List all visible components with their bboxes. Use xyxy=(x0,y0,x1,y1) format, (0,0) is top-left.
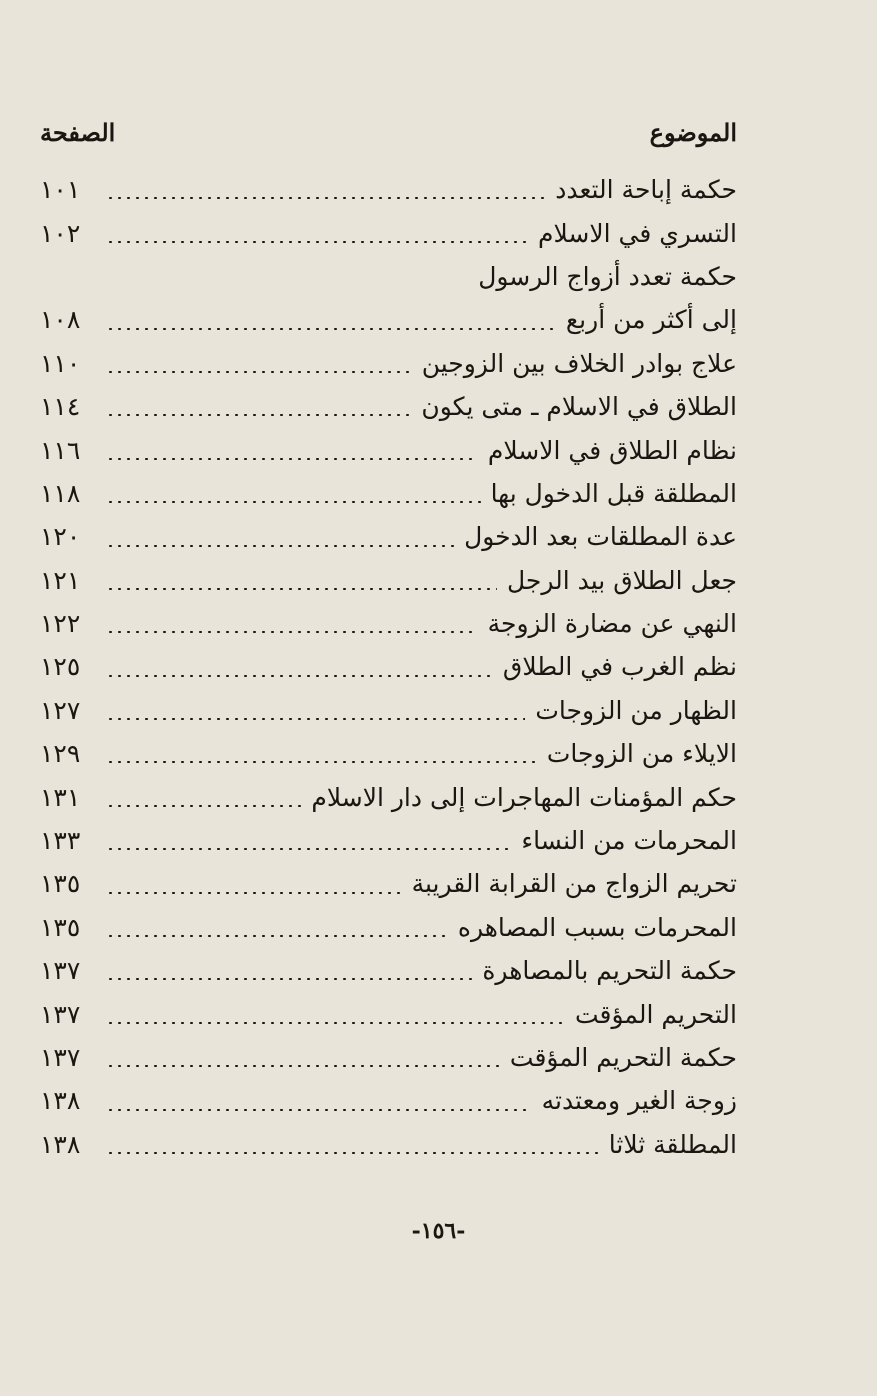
toc-entry xyxy=(40,428,737,471)
toc-entry-page: ١٠١ xyxy=(40,175,81,205)
toc-entry-page: ١٣٥ xyxy=(40,869,81,899)
toc-entry xyxy=(40,559,737,602)
dot-leader xyxy=(106,241,528,243)
toc-entry-page: ١٢٩ xyxy=(40,739,81,769)
dot-leader xyxy=(106,458,478,460)
dot-leader xyxy=(106,1022,565,1024)
toc-entry-page: ١٣٥ xyxy=(40,912,81,942)
dot-leader xyxy=(106,805,301,807)
toc-entry-page: ١٢٢ xyxy=(40,609,81,639)
dot-leader xyxy=(106,371,412,373)
toc-entry-page: ١٣٨ xyxy=(40,1129,81,1159)
dot-leader xyxy=(106,588,497,590)
toc-entry xyxy=(40,211,737,254)
toc-entry xyxy=(40,342,737,385)
dot-leader xyxy=(106,935,448,937)
toc-entry xyxy=(40,689,737,732)
toc-entry-page: ١٢١ xyxy=(40,565,81,595)
dot-leader xyxy=(106,718,525,720)
toc-entry-title: حكمة تعدد أزواج الرسول xyxy=(478,261,737,291)
toc-entry-title: تحريم الزواج من القرابة القريبة xyxy=(411,869,737,899)
dot-leader xyxy=(106,414,411,416)
toc-entry-title: المطلقة قبل الدخول بها xyxy=(490,478,737,508)
dot-leader xyxy=(106,545,454,547)
toc-entry-title: علاج بوادر الخلاف بين الزوجين xyxy=(421,348,737,378)
toc-entry-title: نظم الغرب في الطلاق xyxy=(502,652,737,682)
dot-leader xyxy=(106,761,537,763)
toc-entry xyxy=(40,515,737,558)
toc-entry-title: نظام الطلاق في الاسلام xyxy=(487,435,737,465)
dot-leader xyxy=(106,675,493,677)
dot-leader xyxy=(106,892,402,894)
toc-entry-title: حكمة إباحة التعدد xyxy=(555,175,737,205)
toc-entry-title: التسري في الاسلام xyxy=(538,218,737,248)
toc-entry xyxy=(40,1123,737,1166)
dot-leader xyxy=(106,197,545,199)
toc-entry xyxy=(40,732,737,775)
toc-entry-title: إلى أكثر من أربع xyxy=(565,305,737,335)
toc-entry-page: ١٣٣ xyxy=(40,826,81,856)
toc-entry xyxy=(40,645,737,688)
topic-column-label: الموضوع xyxy=(649,117,737,147)
toc-entry-page: ١٣٨ xyxy=(40,1086,81,1116)
toc-entry-title: حكم المؤمنات المهاجرات إلى دار الاسلام xyxy=(311,782,737,812)
toc-entry-page: ١١٦ xyxy=(40,435,81,465)
toc-entry-title: الطلاق في الاسلام ـ متى يكون xyxy=(421,392,737,422)
toc-entry-page: ١١٤ xyxy=(40,392,81,422)
toc-entry-page: ١١٠ xyxy=(40,348,81,378)
toc-entry-title: المحرمات بسبب المصاهره xyxy=(457,912,737,942)
toc-entry-title: عدة المطلقات بعد الدخول xyxy=(464,522,737,552)
dot-leader xyxy=(106,1152,599,1154)
toc-entry xyxy=(40,819,737,862)
toc-entry xyxy=(40,255,737,298)
page-column-label: الصفحة xyxy=(40,117,116,147)
toc-entry-page: ١٣٧ xyxy=(40,1043,81,1072)
dot-leader xyxy=(106,631,478,633)
toc-entry-page: ١٠٢ xyxy=(40,218,81,248)
toc-entry-page: ١٢٥ xyxy=(40,652,81,682)
toc-entry-page: ١٣٧ xyxy=(40,956,81,986)
toc-entry-title: التحريم المؤقت xyxy=(574,999,737,1029)
toc-entry-page: ١٣٧ xyxy=(40,999,81,1029)
toc-header xyxy=(40,112,737,152)
toc-entry-page: ١٢٧ xyxy=(40,695,81,725)
toc-entry-page: ١٢٠ xyxy=(40,522,81,552)
dot-leader xyxy=(106,1065,500,1067)
toc-entry-title: جعل الطلاق بيد الرجل xyxy=(506,565,737,595)
toc-entry xyxy=(40,906,737,949)
toc-entry-page: ١٣١ xyxy=(40,782,81,812)
dot-leader xyxy=(106,848,511,850)
toc-entry-title: الايلاء من الزوجات xyxy=(546,739,737,769)
toc-entry xyxy=(40,385,737,428)
toc-entry xyxy=(40,1036,737,1079)
toc-entry xyxy=(40,862,737,905)
toc-entry-title: حكمة التحريم بالمصاهرة xyxy=(482,956,737,986)
toc-entry xyxy=(40,992,737,1035)
toc-entry-title: الظهار من الزوجات xyxy=(535,695,737,725)
toc-entry-title: النهي عن مضارة الزوجة xyxy=(487,609,737,639)
table-of-contents xyxy=(40,168,737,1166)
toc-entry-page: ١١٨ xyxy=(40,478,81,508)
toc-entry-title: حكمة التحريم المؤقت xyxy=(509,1043,737,1072)
page-number: -١٥٦- xyxy=(411,1218,466,1244)
toc-entry xyxy=(40,298,737,341)
toc-entry-page: ١٠٨ xyxy=(40,305,81,335)
toc-entry xyxy=(40,168,737,211)
dot-leader xyxy=(106,501,481,503)
toc-entry-title: المحرمات من النساء xyxy=(521,826,737,856)
toc-entry xyxy=(40,602,737,645)
dot-leader xyxy=(106,1109,532,1111)
toc-entry xyxy=(40,775,737,818)
toc-entry-title: المطلقة ثلاثا xyxy=(608,1129,737,1159)
toc-entry xyxy=(40,949,737,992)
toc-entry-title: زوجة الغير ومعتدته xyxy=(541,1086,737,1116)
dot-leader xyxy=(106,328,556,330)
dot-leader xyxy=(106,284,468,286)
dot-leader xyxy=(106,978,472,980)
toc-entry xyxy=(40,472,737,515)
toc-entry xyxy=(40,1079,737,1122)
